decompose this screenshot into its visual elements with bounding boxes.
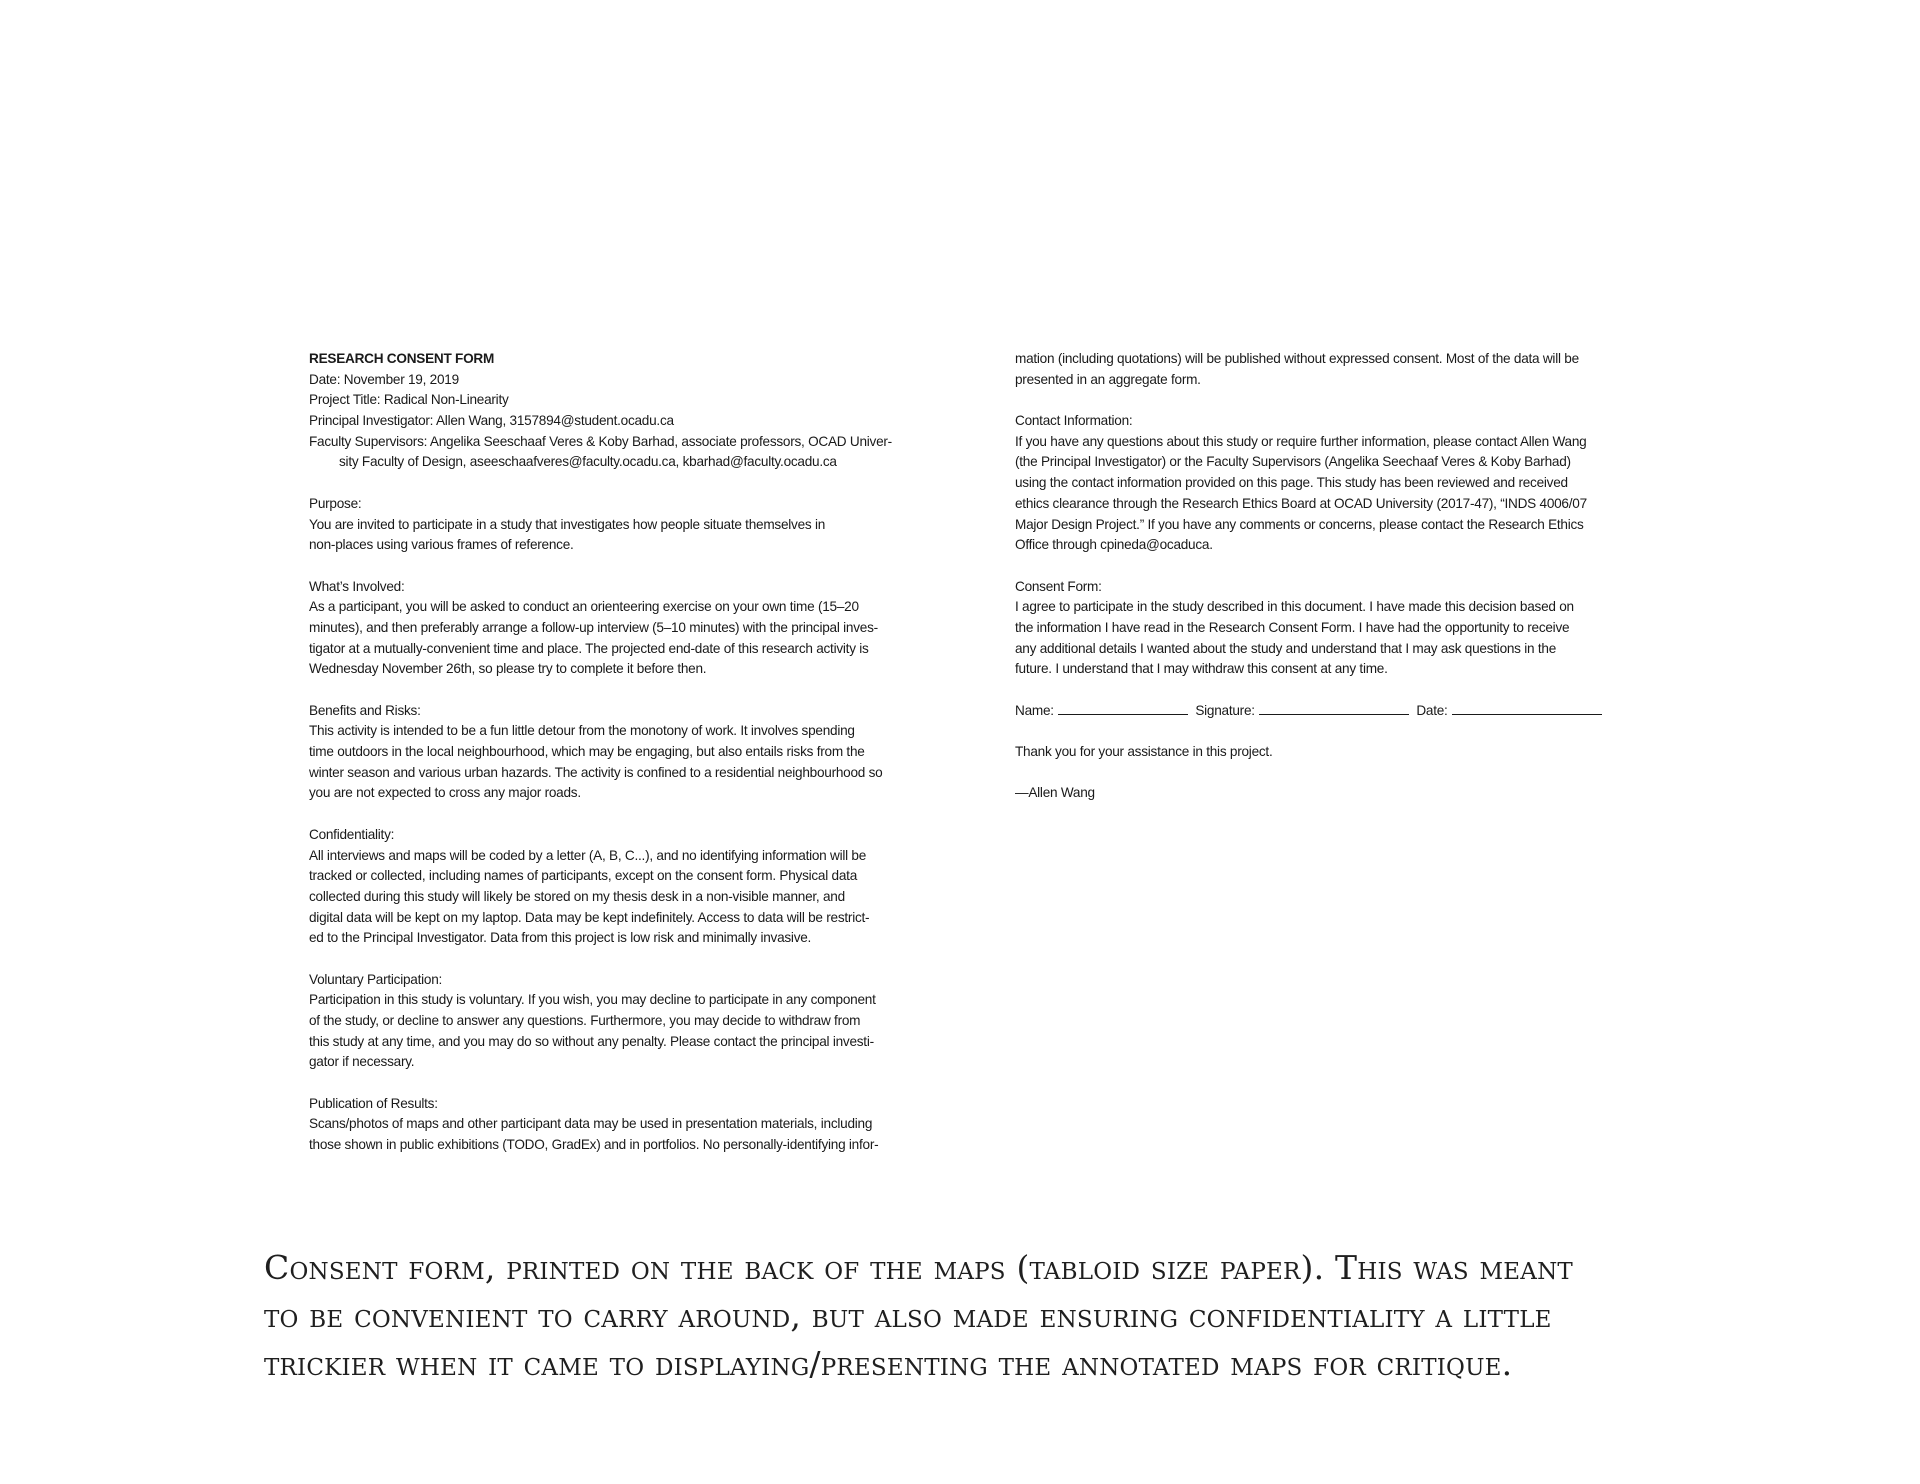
confidentiality-1: All interviews and maps will be coded by a letter (A, B, C...), and no identifying information will be — [309, 847, 867, 863]
voluntary-heading: Voluntary Participation: — [309, 971, 443, 987]
publication-heading: Publication of Results: — [309, 1095, 438, 1111]
purpose-2: non-places using various frames of reference. — [309, 537, 574, 553]
voluntary-4: gator if necessary. — [309, 1054, 415, 1070]
contact-heading: Contact Information: — [1015, 413, 1133, 429]
signature-label: Signature: — [1195, 702, 1255, 718]
involved-3: tigator at a mutually-convenient time and place. The projected end-date of this research activity is — [309, 640, 869, 656]
spacer — [309, 804, 929, 825]
contact-2: (the Principal Investigator) or the Faculty Supervisors (Angelika Seechaaf Veres & Koby Barhad) — [1015, 454, 1571, 470]
thank-you-text: Thank you for your assistance in this project. — [1015, 744, 1273, 760]
principal-investigator: Principal Investigator: Allen Wang, 3157894@student.ocadu.ca — [309, 413, 674, 429]
benefits-3: winter season and various urban hazards. The activity is confined to a residential neighbourhood so — [309, 764, 883, 780]
publication-4: presented in an aggregate form. — [1015, 371, 1201, 387]
form-column-right — [1015, 349, 1635, 804]
name-label: Name: — [1015, 702, 1054, 718]
publication-2: those shown in public exhibitions (TODO, GradEx) and in portfolios. No personally-identifying infor- — [309, 1137, 879, 1153]
consent-3: any additional details I wanted about the study and understand that I may ask questions in the — [1015, 640, 1557, 656]
publication-3: mation (including quotations) will be published without expressed consent. Most of the data will be — [1015, 351, 1579, 366]
faculty-supervisors: Faculty Supervisors: Angelika Seeschaaf Veres & Koby Barhad, associate professors, OCAD Univer- — [309, 433, 892, 449]
spacer — [309, 680, 929, 701]
right-column-text — [1015, 349, 1635, 680]
contact-6: Office through cpineda@ocaduca. — [1015, 537, 1213, 553]
benefits-2: time outdoors in the local neighbourhood, which may be engaging, but also entails risks from the — [309, 744, 865, 760]
spacer — [1015, 763, 1635, 784]
consent-1: I agree to participate in the study described in this document. I have made this decision based on — [1015, 599, 1574, 615]
voluntary-1: Participation in this study is voluntary. If you wish, you may decline to participate in any component — [309, 992, 876, 1008]
confidentiality-heading: Confidentiality: — [309, 826, 395, 842]
name-blank-line[interactable] — [1058, 702, 1188, 715]
project-title: Project Title: Radical Non-Linearity — [309, 392, 509, 408]
spacer — [309, 949, 929, 970]
spacer — [1015, 556, 1635, 577]
contact-4: ethics clearance through the Research Ethics Board at OCAD University (2017-47), “INDS 4006/07 — [1015, 495, 1587, 511]
confidentiality-4: digital data will be kept on my laptop. Data may be kept indefinitely. Access to data will be restrict- — [309, 909, 870, 925]
consent-2: the information I have read in the Research Consent Form. I have had the opportunity to receive — [1015, 619, 1570, 635]
faculty-supervisors-cont: sity Faculty of Design, aseeschaafveres@faculty.ocadu.ca, kbarhad@faculty.ocadu.ca — [339, 454, 837, 470]
involved-4: Wednesday November 26th, so please try to complete it before then. — [309, 661, 707, 677]
involved-1: As a participant, you will be asked to conduct an orienteering exercise on your own time (15–20 — [309, 599, 859, 615]
benefits-heading: Benefits and Risks: — [309, 702, 421, 718]
contact-3: using the contact information provided on this page. This study has been reviewed and received — [1015, 475, 1568, 491]
confidentiality-2: tracked or collected, including names of participants, except on the consent form. Physical data — [309, 868, 857, 884]
spacer — [1015, 721, 1635, 742]
signoff-text: —Allen Wang — [1015, 785, 1095, 801]
voluntary-3: this study at any time, and you may do so without any penalty. Please contact the principal investi- — [309, 1033, 874, 1049]
consent-form-page — [309, 349, 1639, 1159]
date: Date: November 19, 2019 — [309, 371, 459, 387]
benefits-1: This activity is intended to be a fun little detour from the monotony of work. It involves spending — [309, 723, 855, 739]
signature-blank-line[interactable] — [1259, 702, 1409, 715]
spacer — [309, 1073, 929, 1094]
caption-line: Consent form, printed on the back of the maps (tabloid size paper). This was meant — [264, 1248, 1573, 1287]
voluntary-2: of the study, or decline to answer any questions. Furthermore, you may decide to withdraw from — [309, 1013, 861, 1028]
benefits-4: you are not expected to cross any major roads. — [309, 785, 581, 801]
date-blank-line[interactable] — [1452, 702, 1602, 715]
figure-caption — [264, 1244, 1684, 1388]
contact-1: If you have any questions about this study or require further information, please contact Allen Wang — [1015, 433, 1587, 449]
caption-line: to be convenient to carry around, but also made ensuring confidentiality a little — [264, 1296, 1552, 1335]
spacer — [309, 556, 929, 577]
involved-heading: What’s Involved: — [309, 578, 405, 594]
spacer — [1015, 680, 1635, 701]
form-column-left — [309, 349, 929, 1156]
title: RESEARCH CONSENT FORM — [309, 351, 495, 366]
contact-5: Major Design Project.” If you have any comments or concerns, please contact the Research Ethics — [1015, 516, 1584, 532]
spacer — [1015, 390, 1635, 411]
purpose-heading: Purpose: — [309, 495, 362, 511]
caption-line: trickier when it came to displaying/presenting the annotated maps for critique. — [264, 1344, 1513, 1383]
involved-2: minutes), and then preferably arrange a follow-up interview (5–10 minutes) with the principal inves- — [309, 619, 878, 635]
confidentiality-3: collected during this study will likely be stored on my thesis desk in a non-visible manner, and — [309, 888, 845, 904]
date-label: Date: — [1416, 702, 1448, 718]
spacer — [309, 473, 929, 494]
consent-4: future. I understand that I may withdraw this consent at any time. — [1015, 661, 1388, 677]
publication-1: Scans/photos of maps and other participant data may be used in presentation materials, including — [309, 1116, 873, 1132]
signature-row — [1015, 701, 1635, 722]
consent-heading: Consent Form: — [1015, 578, 1102, 594]
confidentiality-5: ed to the Principal Investigator. Data from this project is low risk and minimally invasive. — [309, 930, 812, 946]
purpose-1: You are invited to participate in a study that investigates how people situate themselves in — [309, 516, 826, 532]
